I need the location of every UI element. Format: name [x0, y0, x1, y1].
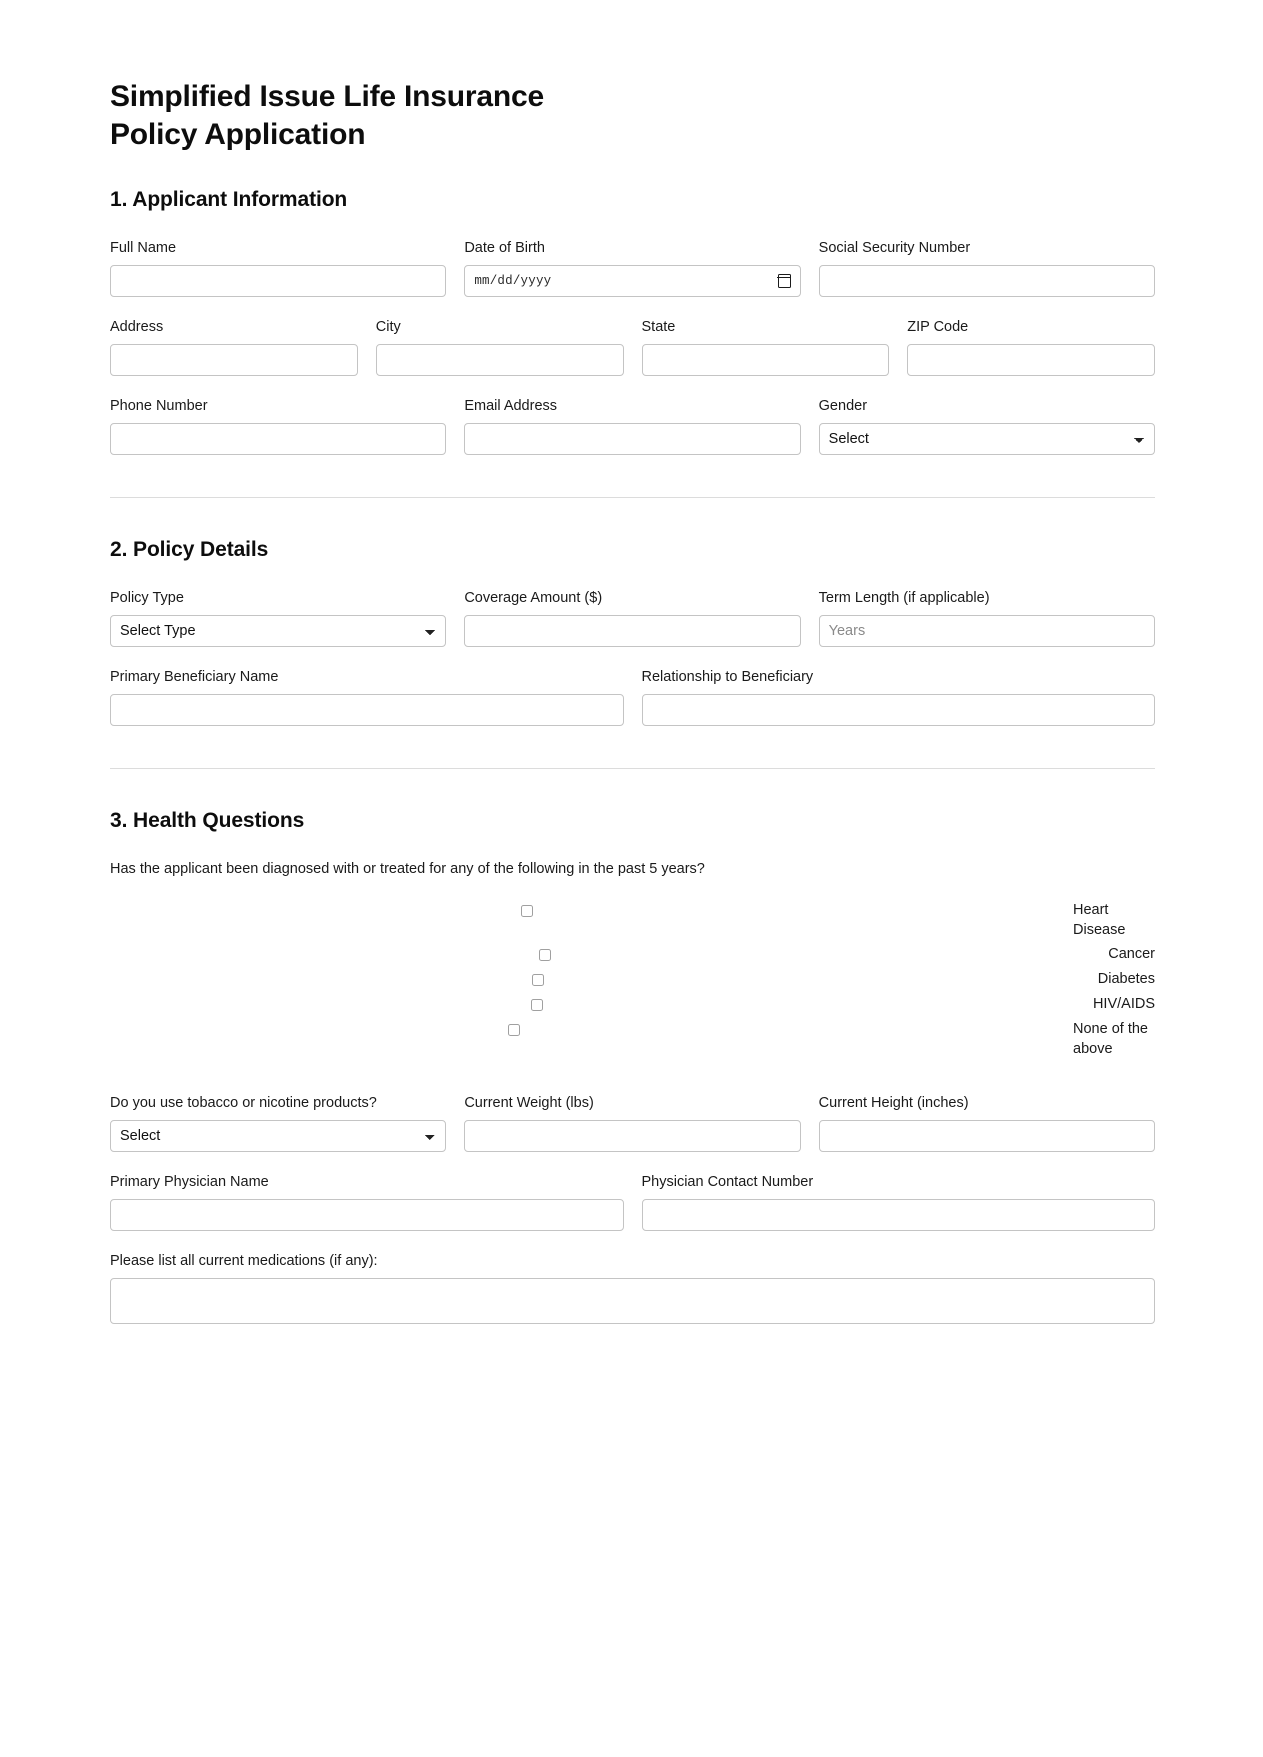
field-current-height	[819, 1093, 1155, 1152]
field-phone-number	[110, 396, 446, 455]
form-row-address	[110, 317, 1155, 376]
tobacco-use-select[interactable]	[110, 1120, 446, 1152]
field-full-name	[110, 238, 446, 297]
field-email-address	[464, 396, 800, 455]
checkbox-cancer[interactable]	[539, 949, 551, 961]
physician-contact-input[interactable]	[642, 1199, 1156, 1231]
label-coverage-amount: Coverage Amount ($)	[464, 590, 603, 606]
field-gender	[819, 396, 1155, 455]
label-physician-name: Primary Physician Name	[110, 1174, 269, 1190]
label-physician-contact: Physician Contact Number	[641, 1174, 814, 1190]
date-of-birth-input[interactable]	[464, 265, 800, 297]
label-medications: Please list all current medications (if any):	[110, 1253, 378, 1269]
current-weight-input[interactable]	[464, 1120, 800, 1152]
page-title: Simplified Issue Life Insurance Policy Application	[110, 80, 544, 151]
label-policy-type: Policy Type	[110, 590, 184, 606]
field-tobacco-use	[110, 1093, 446, 1152]
section-applicant-information	[110, 188, 1155, 455]
social-security-number-input[interactable]	[819, 265, 1155, 297]
label-address: Address	[110, 319, 164, 335]
condition-row-none-of-the-above	[110, 1020, 1155, 1059]
field-address	[110, 317, 358, 376]
label-full-name: Full Name	[110, 240, 177, 256]
label-beneficiary-name: Primary Beneficiary Name	[110, 669, 279, 685]
section-divider-2	[110, 768, 1155, 769]
section-heading-health: 3. Health Questions	[110, 809, 305, 832]
checkbox-heart-disease[interactable]	[521, 905, 533, 917]
city-input[interactable]	[376, 344, 624, 376]
label-social-security-number: Social Security Number	[818, 240, 971, 256]
label-email-address: Email Address	[464, 398, 558, 414]
current-height-input[interactable]	[819, 1120, 1155, 1152]
label-city: City	[375, 319, 401, 335]
field-coverage-amount	[464, 588, 800, 647]
checkbox-diabetes[interactable]	[532, 974, 544, 986]
full-name-input[interactable]	[110, 265, 446, 297]
condition-row-heart-disease	[110, 901, 1155, 940]
section-health-questions	[110, 809, 1155, 1324]
section-heading-policy: 2. Policy Details	[110, 538, 269, 561]
health-conditions-checkbox-group	[110, 901, 1155, 1059]
checkbox-hiv-aids[interactable]	[531, 999, 543, 1011]
condition-row-hiv-aids	[110, 995, 1155, 1015]
section-divider-1	[110, 497, 1155, 498]
beneficiary-relationship-input[interactable]	[642, 694, 1156, 726]
field-date-of-birth	[464, 238, 800, 297]
coverage-amount-input[interactable]	[464, 615, 800, 647]
label-date-of-birth: Date of Birth	[464, 240, 545, 256]
condition-label-heart-disease: Heart Disease	[1073, 902, 1126, 938]
section-policy-details	[110, 538, 1155, 726]
form-row-contact-gender	[110, 396, 1155, 455]
condition-label-diabetes: Diabetes	[1097, 971, 1155, 987]
label-tobacco-use: Do you use tobacco or nicotine products?	[110, 1095, 377, 1111]
field-current-weight	[464, 1093, 800, 1152]
label-current-weight: Current Weight (lbs)	[464, 1095, 594, 1111]
checkbox-none-of-the-above[interactable]	[508, 1024, 520, 1036]
field-term-length	[819, 588, 1155, 647]
form-row-beneficiary	[110, 667, 1155, 726]
date-placeholder-text: mm/dd/yyyy	[474, 274, 552, 288]
field-state	[642, 317, 890, 376]
condition-label-none-of-the-above: None of the above	[1073, 1021, 1148, 1057]
label-term-length: Term Length (if applicable)	[818, 590, 990, 606]
phone-number-input[interactable]	[110, 423, 446, 455]
field-zip-code	[907, 317, 1155, 376]
gender-select[interactable]	[819, 423, 1155, 455]
label-phone-number: Phone Number	[110, 398, 208, 414]
beneficiary-name-input[interactable]	[110, 694, 624, 726]
field-policy-type	[110, 588, 446, 647]
physician-name-input[interactable]	[110, 1199, 624, 1231]
health-question-text: Has the applicant been diagnosed with or treated for any of the following in the past 5 years?	[110, 861, 705, 877]
label-beneficiary-relationship: Relationship to Beneficiary	[641, 669, 814, 685]
form-row-policy-type	[110, 588, 1155, 647]
label-state: State	[641, 319, 676, 335]
form-row-tobacco-weight-height	[110, 1093, 1155, 1152]
address-input[interactable]	[110, 344, 358, 376]
field-beneficiary-name	[110, 667, 624, 726]
field-physician-name	[110, 1172, 624, 1231]
field-social-security-number	[819, 238, 1155, 297]
field-city	[376, 317, 624, 376]
field-medications	[110, 1251, 1155, 1324]
form-row-medications	[110, 1251, 1155, 1324]
condition-row-diabetes	[110, 970, 1155, 990]
email-address-input[interactable]	[464, 423, 800, 455]
medications-textarea[interactable]	[110, 1278, 1155, 1324]
label-zip-code: ZIP Code	[907, 319, 969, 335]
label-current-height: Current Height (inches)	[818, 1095, 969, 1111]
zip-code-input[interactable]	[907, 344, 1155, 376]
term-length-input[interactable]	[819, 615, 1155, 647]
label-gender: Gender	[818, 398, 868, 414]
form-row-name-dob-ssn	[110, 238, 1155, 297]
policy-type-select[interactable]	[110, 615, 446, 647]
form-row-physician	[110, 1172, 1155, 1231]
condition-label-hiv-aids: HIV/AIDS	[1092, 996, 1155, 1012]
calendar-icon[interactable]	[778, 274, 791, 288]
field-physician-contact	[642, 1172, 1156, 1231]
field-beneficiary-relationship	[642, 667, 1156, 726]
state-input[interactable]	[642, 344, 890, 376]
condition-row-cancer	[110, 945, 1155, 965]
condition-label-cancer: Cancer	[1108, 946, 1155, 962]
section-heading-applicant: 1. Applicant Information	[110, 188, 348, 211]
